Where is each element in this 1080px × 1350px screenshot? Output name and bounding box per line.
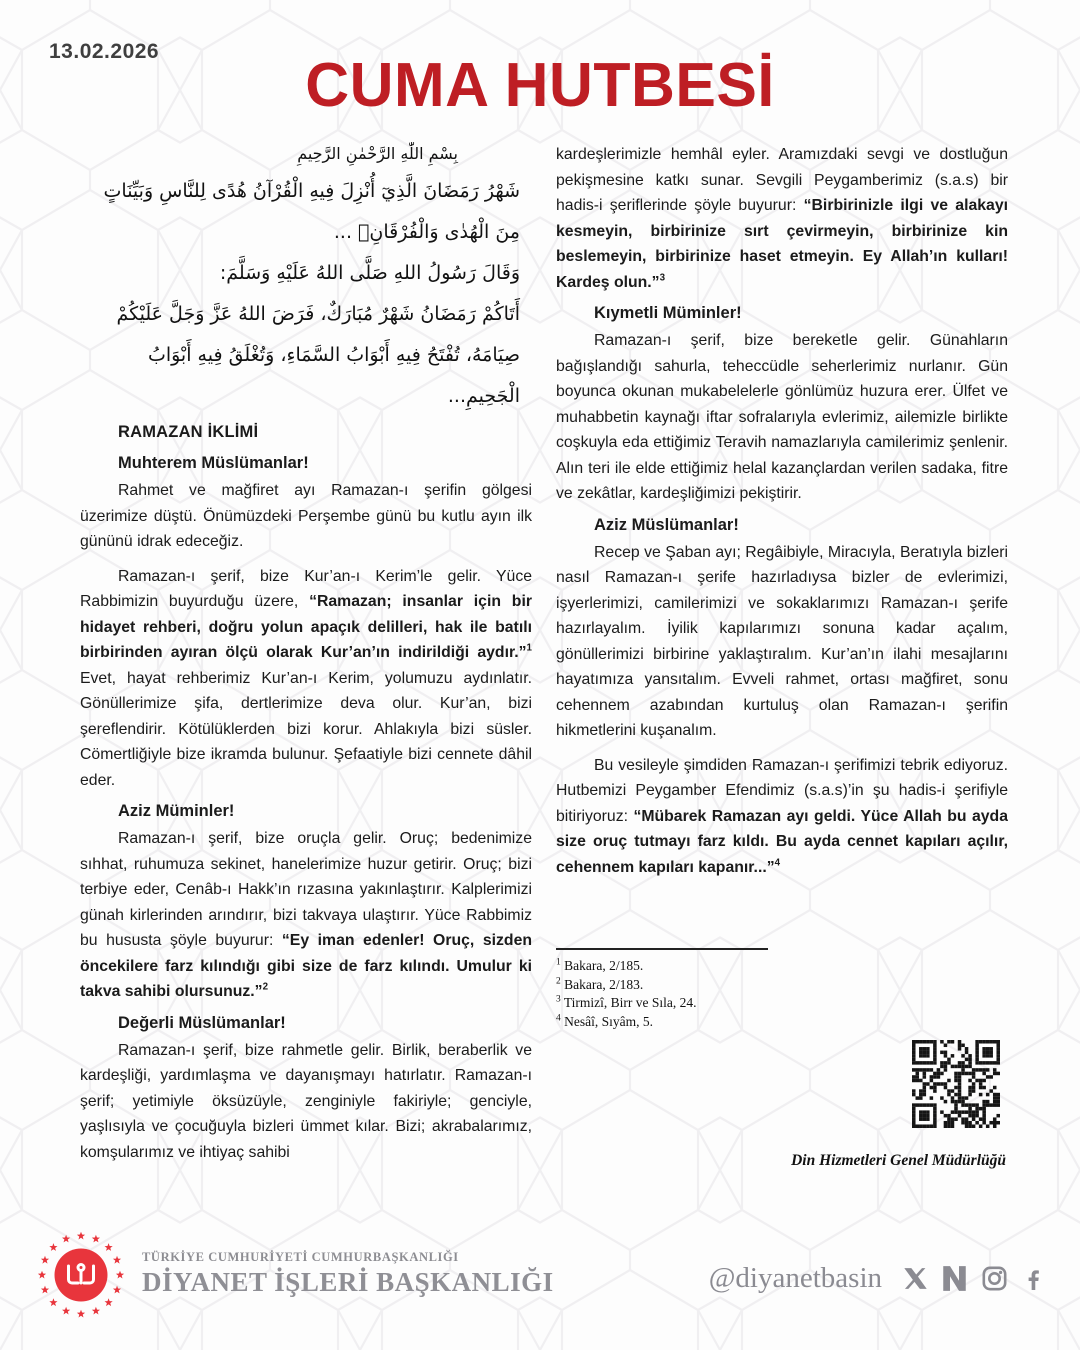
footnote-number: 1	[556, 957, 561, 968]
arabic-line-4: أَتَاكُمْ رَمَضَانُ شَهْرٌ مُبَارَكٌ، فَرَضَ اللهُ عَزَّ وَجَلَّ عَلَيْكُمْ	[116, 303, 520, 325]
footnote-divider	[556, 948, 768, 950]
arabic-line-3: وَقَالَ رَسُولُ اللهِ صَلَّى اللهُ عَلَيْهِ وَسَلَّمَ:	[219, 262, 520, 284]
paragraph-8: Bu vesileyle şimdiden Ramazan-ı şerifimizi tebrik ediyoruz. Hutbemizi Peygamber Efendimiz (s.a.s)’in şu hadis-i şerifiyle bitiriyoruz: “Mübarek Ramazan ayı geldi. Yüce Allah bu ayda size oruç tutmayı farz kıldı. Bu ayda cennet kapıları açılır, cehennem kapıları kapanır...”$^4$	[556, 756, 1008, 876]
footnote-text: Tirmizî, Birr ve Sıla, 24.	[563, 995, 697, 1010]
footnote-1	[556, 957, 1008, 976]
bismillah-calligraphy: بِسْمِ اللّٰهِ الرَّحْمٰنِ الرَّحِيمِ	[297, 144, 458, 163]
instagram-icon	[981, 1265, 1008, 1292]
org-line-diyanet: DİYANET İŞLERİ BAŞKANLIĞI	[142, 1267, 554, 1297]
footnote-3	[556, 994, 1008, 1013]
footnote-text: Bakara, 2/185.	[564, 958, 644, 973]
qr-code	[912, 1040, 1000, 1128]
subheading-muhterem: Muhterem Müslümanlar!	[118, 454, 309, 472]
paragraph-4: Ramazan-ı şerif, bize rahmetle gelir. Birlik, beraberlik ve kardeşliği, yardımlaşma ve dayanışmayı hatırlatır. Ramazan-ı şerif; yetimiyle öksüzüyle, zenginiyle fakiriyle; genciyle, yaşlısıyla ve çocuğuyla bizleri ümmet kılar. Bizi; akrabalarımız, komşularımız ve ihtiyaç sahibi	[80, 1041, 532, 1161]
page-title: CUMA HUTBESİ	[305, 51, 775, 120]
qr-caption: Din Hizmetleri Genel Müdürlüğü	[791, 1152, 1006, 1169]
footnote-text: Nesâî, Sıyâm, 5.	[564, 1013, 653, 1029]
arabic-line-2: مِنَ الْهُدٰى وَالْفُرْقَانِۚ ...	[333, 221, 520, 243]
x-icon	[903, 1266, 928, 1291]
footnote-4	[556, 1013, 1008, 1032]
issue-date: 13.02.2026	[49, 40, 160, 63]
sermon-title: RAMAZAN İKLİMİ	[118, 423, 259, 441]
footnote-number: 2	[556, 976, 561, 986]
paragraph-5: kardeşlerimizle hemhâl eyler. Aramızdaki sevgi ve dostluğun pekişmesine katkı sunar. Sevgili Peygamberimiz (s.a.s) bir hadis-i şeriflerinde şöyle buyurur: “Birbirinizle ilgi ve alakayı kesmeyin, birbirinize sırt çevirmeyin, birbirinize kin beslemeyin, birbirinize haset etmeyin. Ey Allah’ın kulları! Kardeş olun.”$^3$	[556, 146, 1008, 291]
arabic-line-5: صِيَامَهُ، تُفْتَحُ فِيهِ أَبْوَابُ السَّمَاءِ، وَتُغْلَقُ فِيهِ أَبْوَابُ	[147, 344, 520, 366]
qr-area	[556, 1040, 1008, 1128]
footer	[0, 1220, 1080, 1350]
social-handle: @diyanetbasin	[708, 1262, 882, 1294]
social-block	[709, 1262, 1046, 1295]
footnote-number: 4	[556, 1013, 561, 1023]
arabic-line-1: شَهْرُ رَمَضَانَ الَّذِيٓ أُنْزِلَ فِيهِ الْقُرْآنُ هُدًى لِلنَّاسِ وَبَيِّنَاتٍ	[103, 180, 520, 202]
footnotes-block	[556, 948, 1008, 1031]
org-line-presidency: TÜRKİYE CUMHURİYETİ CUMHURBAŞKANLIĞI	[142, 1250, 459, 1264]
arabic-line-6: الْجَحِيمِ...	[447, 385, 520, 407]
paragraph-6: Ramazan-ı şerif, bize bereketle gelir. Günahların bağışlandığı sahurla, teheccüdle seherlerimiz nurlanır. Gün boyunca okunan mukabelelerle gönlümüz huzura erer. Ülfet ve muhabbetin kaynağı iftar sofralarıyla evlerimiz, ailemizle birlikte coşkuyla eda ettiğimiz Teravih namazlarıyla camilerimiz şenlenir. Alın teri ile elde ettiğimiz helal kazançlardan verilen sadaka, fitre ve zekâtlar, kardeşliğimizi pekiştirir.	[556, 332, 1008, 502]
footnote-text: Bakara, 2/183.	[564, 976, 644, 992]
arabic-quote-block	[80, 142, 532, 417]
paragraph-2: Ramazan-ı şerif, bize Kur’an-ı Kerim’le gelir. Yüce Rabbimizin buyurduğu üzere, “Ramazan; insanlar için bir hidayet rehberi, doğru yolun apaçık delilleri, hak ile batılı birbirinden ayıran ölçü olarak Kur’an’ın indirildiği aydır.”$^1$ Evet, hayat rehberimiz Kur’an-ı Kerim, yolumuzu aydınlatır. Gönüllerimize şifa, dertlerimize deva olur. Kur’an, bizi şereflendirir. Kötülüklerden bizi korur. Ahlakıyla bizi süsler. Cömertliğiyle bize ikramda bulunur. Şefaatiyle bizi cennete dâhil eder.	[80, 567, 532, 789]
paragraph-3: Ramazan-ı şerif, bize oruçla gelir. Oruç; bedenimize sıhhat, ruhumuza sekinet, hanelerimize huzur getirir. Oruç; bizi terbiye eder, Cenâb-ı Hakk’ın rızasına yakınlaştırır. Kalplerimizi günah kirlerinden arındırır, bizi takvaya ulaştırır. Yüce Rabbimiz bu hususta şöyle buyurur: “Ey iman edenler! Oruç, sizden öncekilere farz kılındığı gibi size de farz kılındı. Umulur ki takva sahibi olursunuz.”$^2$	[80, 830, 532, 1000]
subheading-aziz-muminler: Aziz Müminler!	[118, 802, 235, 820]
paragraph-1: Rahmet ve mağfiret ayı Ramazan-ı şerifin gölgesi üzerimize düştü. Önümüzdeki Perşembe günü bu kutlu ayın ilk gününü idrak edeceğiz.	[80, 482, 532, 550]
facebook-icon	[1021, 1266, 1046, 1291]
diyanet-emblem	[26, 1220, 136, 1330]
org-name-block	[142, 1250, 554, 1298]
subheading-kiymetli: Kıymetli Müminler!	[594, 304, 742, 322]
subheading-degerli: Değerli Müslümanlar!	[118, 1013, 286, 1032]
nsosyal-icon	[941, 1265, 968, 1292]
subheading-aziz-muslumanlar: Aziz Müslümanlar!	[594, 515, 739, 534]
footnote-2	[556, 976, 1008, 995]
footnote-number: 3	[556, 994, 561, 1005]
left-column	[80, 142, 532, 1247]
paragraph-7: Recep ve Şaban ayı; Regâibiyle, Miracıyla, Beratıyla bizleri nasıl Ramazan-ı şerife hazırladıysa bizler de evlerimizi, işyerlerimizi, camilerimizi ve sokaklarımızı Ramazan-ı şerife hazırlayalım. İyilik kapılarımızı sonuna kadar açalım, gönüllerimizi birbirine yaklaştıralım. Kur’an’ın ilahi mesajlarını hayatımıza yansıtalım. Evveli rahmet, ortası mağfiret, sonu cehennem azabından kurtuluş olan Ramazan-ı şerifin hikmetlerini kuşanalım.	[556, 543, 1008, 739]
right-column	[556, 142, 1008, 942]
